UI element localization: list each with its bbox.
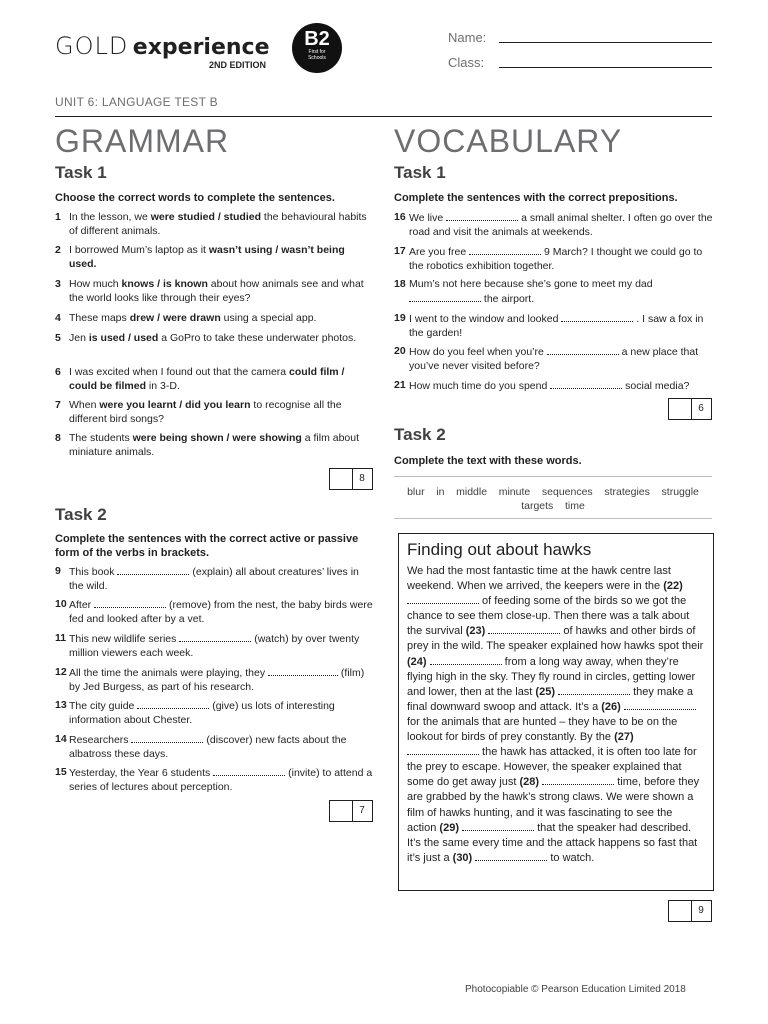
list-item: 17 Are you free 9 March? I thought we could go to the robotics exhibition together.: [394, 245, 703, 272]
list-item: 10 After (remove) from the nest, the baby birds were fed and looked after by a vet.: [55, 598, 373, 625]
answer-blank[interactable]: [488, 624, 560, 634]
list-item: 18 Mum’s not here because she’s gone to meet my dad the airport.: [394, 278, 653, 305]
badge-sub-1: First for: [308, 49, 326, 55]
answer-blank[interactable]: [462, 821, 534, 831]
grammar-heading: GRAMMAR: [55, 123, 230, 159]
answer-blank[interactable]: [558, 685, 630, 695]
copyright-footer: Photocopiable © Pearson Education Limited 2018: [465, 984, 686, 995]
edition-label: 2ND EDITION: [209, 60, 267, 70]
level-badge: [292, 23, 342, 73]
list-item: 7 When were you learnt / did you learn to recognise all the different bird songs?: [55, 399, 342, 425]
answer-choice[interactable]: is used / used: [88, 332, 159, 344]
list-item: 1 In the lesson, we were studied / studied the behavioural habits of different animals.: [55, 211, 367, 237]
class-field[interactable]: [499, 66, 712, 68]
score-input[interactable]: [330, 469, 353, 489]
vocab-task1-instruction: Complete the sentences with the correct prepositions.: [394, 192, 678, 204]
score-box: [329, 468, 373, 490]
badge-level: B2: [304, 28, 330, 50]
word-bank-line-2: targets time: [521, 500, 585, 512]
score-input[interactable]: [330, 801, 353, 821]
answer-blank[interactable]: [469, 245, 541, 255]
answer-blank[interactable]: [407, 594, 479, 604]
answer-blank[interactable]: [94, 598, 166, 608]
class-label: Class:: [448, 55, 485, 70]
vocab-task2-title: Task 2: [394, 425, 446, 444]
list-item: 19 I went to the window and looked . I saw a fox in the garden!: [394, 312, 704, 339]
badge-sub-2: Schools: [308, 55, 326, 61]
answer-choice[interactable]: knows / is known: [121, 278, 208, 290]
answer-blank[interactable]: [407, 745, 479, 755]
answer-blank[interactable]: [475, 851, 547, 861]
answer-blank[interactable]: [430, 655, 502, 665]
vocab-task1-title: Task 1: [394, 163, 446, 182]
score-input[interactable]: [669, 901, 692, 921]
logo: [55, 32, 270, 60]
answer-blank[interactable]: [268, 666, 338, 676]
answer-blank[interactable]: [213, 766, 285, 776]
answer-choice[interactable]: were being shown / were showing: [132, 432, 302, 444]
list-item: 20 How do you feel when you’re a new place that you’ve never visited before?: [394, 345, 699, 372]
answer-blank[interactable]: [409, 292, 481, 302]
list-item: 15 Yesterday, the Year 6 students (invite) to attend a series of lectures about perception.: [55, 766, 373, 793]
logo-experience: experience: [132, 35, 270, 60]
name-field[interactable]: [499, 41, 712, 43]
word-bank: [394, 485, 712, 513]
reading-text: We had the most fantastic time at the hawk centre last weekend. When we arrived, the keepers were in the (22) of feeding some of the birds so we got the chance to see them close-up. Then there was a talk about the survival (23) of hawks and other birds of prey in the wild. The speaker explained how hawks spot their (24) from a long way away, when they’re flying high in the sky. They fly round in circles, getting lower and lower, then at the last (25) they make a final downward swoop and attack. It’s a (26) for the animals that are hunted – they have to be on the lookout for birds of prey constantly. By the (27) the hawk has attacked, it is often too late for the prey to escape. However, the speaker explained that some do get away just (28) time, before they are grabbed by the hawk’s strong claws. We were shown a film of hawks hunting, and it was fascinating to see the action (29) that the speaker had described. It’s the same every time and the attack happens so fast that it’s just a (30) to watch.: [407, 565, 704, 864]
vocabulary-heading: VOCABULARY: [394, 123, 623, 159]
answer-blank[interactable]: [446, 211, 518, 221]
score-total: 7: [359, 805, 365, 816]
answer-choice[interactable]: wasn’t using / wasn’t being used.: [69, 244, 345, 270]
list-item: 12 All the time the animals were playing, they (film) by Jed Burgess, as part of his research.: [55, 666, 365, 693]
reading-title: Finding out about hawks: [407, 540, 592, 559]
list-item: 16 We live a small animal shelter. I often go over the road and visit the animals at weekends.: [394, 211, 713, 238]
answer-blank[interactable]: [131, 733, 203, 743]
list-item: 5 Jen is used / used a GoPro to take these underwater photos.: [55, 332, 357, 344]
list-item: 13 The city guide (give) us lots of interesting information about Chester.: [55, 699, 335, 726]
answer-choice[interactable]: could film / could be filmed: [69, 366, 345, 392]
list-item: 4 These maps drew / were drawn using a special app.: [55, 312, 317, 324]
answer-blank[interactable]: [624, 700, 696, 710]
header-divider: [55, 116, 712, 117]
answer-choice[interactable]: were you learnt / did you learn: [99, 399, 251, 411]
answer-blank[interactable]: [547, 345, 619, 355]
score-box: [329, 800, 373, 822]
list-item: 21 How much time do you spend social media?: [394, 379, 690, 392]
score-box: [668, 900, 712, 922]
grammar-task1-title: Task 1: [55, 163, 107, 182]
wordbox-top-rule: [394, 476, 712, 477]
grammar-task2-instruction: Complete the sentences with the correct active or passive form of the verbs in brackets.: [55, 533, 359, 559]
score-total: 8: [359, 473, 365, 484]
list-item: 14 Researchers (discover) new facts about the albatross these days.: [55, 733, 347, 760]
word-bank-line-1: blur in middle minute sequences strategies struggle: [407, 486, 699, 498]
answer-choice[interactable]: were studied / studied: [150, 211, 261, 223]
list-item: 8 The students were being shown / were showing a film about miniature animals.: [55, 432, 360, 458]
answer-blank[interactable]: [137, 699, 209, 709]
score-box: [668, 398, 712, 420]
name-label: Name:: [448, 30, 487, 45]
answer-blank[interactable]: [542, 775, 614, 785]
answer-blank[interactable]: [561, 312, 633, 322]
grammar-task1-instruction: Choose the correct words to complete the sentences.: [55, 192, 335, 204]
answer-blank[interactable]: [179, 632, 251, 642]
unit-title: UNIT 6: LANGUAGE TEST B: [55, 95, 218, 109]
grammar-task2-title: Task 2: [55, 505, 107, 524]
answer-choice[interactable]: drew / were drawn: [129, 312, 221, 324]
list-item: 9 This book (explain) all about creatures’ lives in the wild.: [55, 565, 359, 592]
list-item: 3 How much knows / is known about how animals see and what the world looks like through their eyes?: [55, 278, 364, 304]
answer-blank[interactable]: [550, 379, 622, 389]
list-item: 11 This new wildlife series (watch) by over twenty million viewers each week.: [55, 632, 360, 659]
list-item: 2 I borrowed Mum’s laptop as it wasn’t using / wasn’t being used.: [55, 244, 345, 270]
answer-blank[interactable]: [117, 565, 189, 575]
vocab-task2-instruction: Complete the text with these words.: [394, 455, 582, 467]
score-total: 6: [698, 403, 704, 414]
score-input[interactable]: [669, 399, 692, 419]
logo-gold: GOLD: [55, 32, 129, 60]
score-total: 9: [698, 905, 704, 916]
list-item: 6 I was excited when I found out that the camera could film / could be filmed in 3-D.: [55, 366, 345, 392]
wordbox-bottom-rule: [394, 518, 712, 519]
